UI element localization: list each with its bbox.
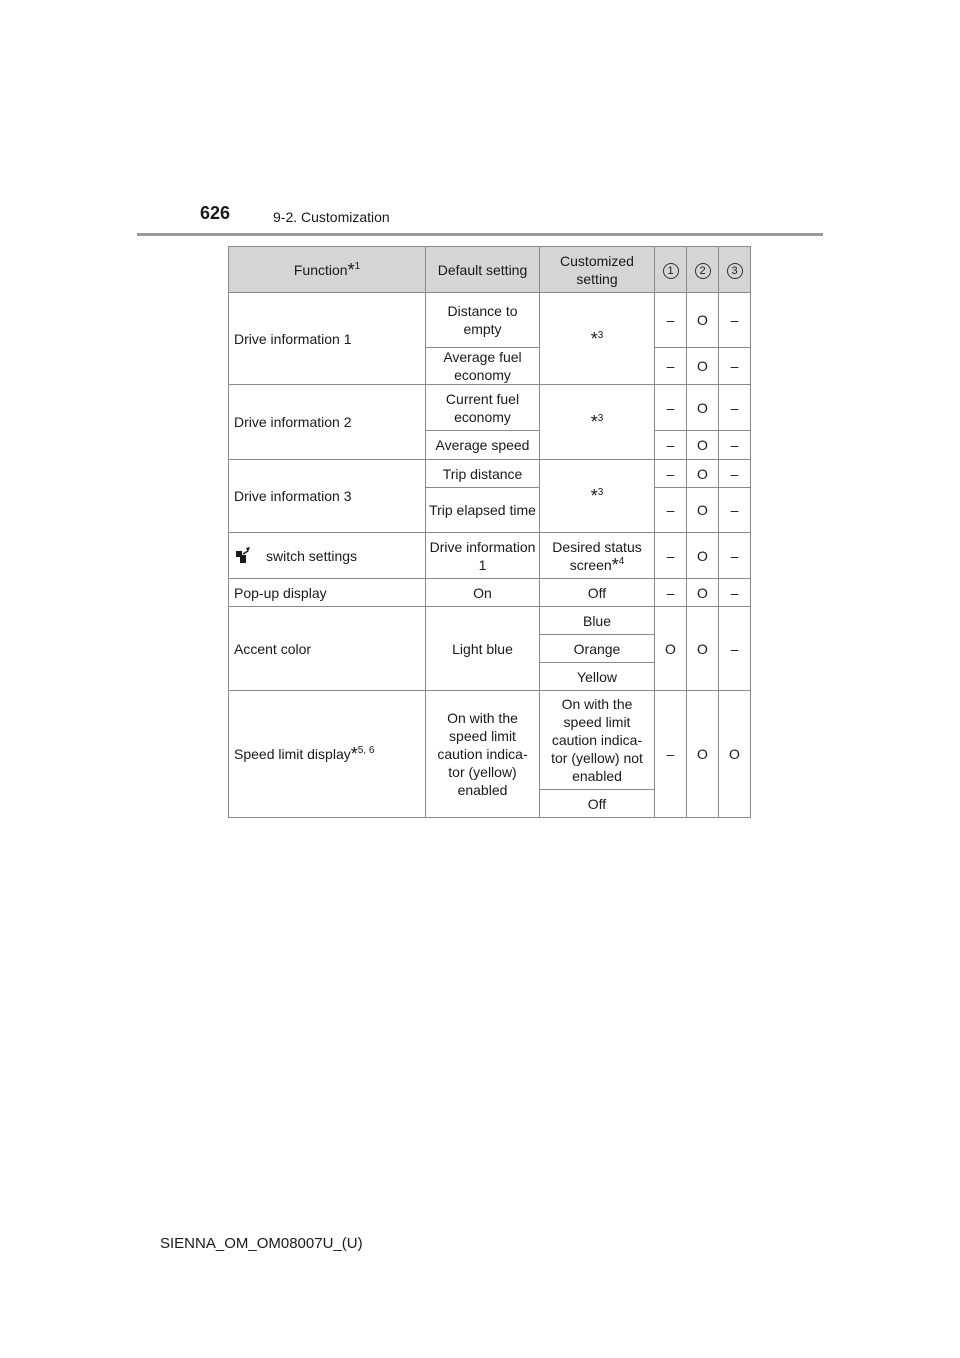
- customized-setting: Orange: [540, 635, 655, 663]
- default-setting: On with the speed limit caution indica- tor (yellow) enabled: [426, 691, 540, 818]
- customized-setting: Yellow: [540, 663, 655, 691]
- function-accent-color: Accent color: [229, 607, 426, 691]
- document-code: SIENNA_OM_OM08007U_(U): [160, 1235, 363, 1252]
- function-drive-info-3: Drive information 3: [229, 460, 426, 533]
- header-customized-setting: Customized setting: [540, 247, 655, 293]
- table-row: Drive information 2 Current fuel economy *$^3$ – O –: [229, 385, 751, 431]
- customized-setting: *$^3$: [540, 293, 655, 385]
- customized-setting: On with the speed limit caution indica- tor (yellow) not enabled: [540, 691, 655, 790]
- table-row: Drive information 3 Trip distance *$^3$ – O –: [229, 460, 751, 488]
- default-setting: Average speed: [426, 431, 540, 460]
- section-title: 9-2. Customization: [273, 209, 390, 225]
- function-switch-settings: switch settings: [229, 533, 426, 579]
- customized-setting: Desired status screen*$^4$: [540, 533, 655, 579]
- customized-setting: *$^3$: [540, 460, 655, 533]
- table-row: switch settings Drive information 1 Desired status screen*$^4$ – O –: [229, 533, 751, 579]
- header-col-3: [719, 247, 751, 293]
- table-header-row: [229, 247, 751, 293]
- header-function: Function*$^1$: [229, 247, 426, 293]
- default-setting: Drive information 1: [426, 533, 540, 579]
- table-row: Drive information 1 Distance to empty *$^3$ – O –: [229, 293, 751, 348]
- function-speed-limit-display: Speed limit display*$^{5, 6}$: [229, 691, 426, 818]
- circled-1-icon: 1: [663, 263, 679, 279]
- seat-switch-icon: [234, 546, 252, 564]
- customized-setting: Off: [540, 790, 655, 818]
- function-drive-info-2: Drive information 2: [229, 385, 426, 460]
- circled-2-icon: 2: [695, 263, 711, 279]
- table-row: Accent color Light blue Blue O O –: [229, 607, 751, 635]
- page-number: 626: [200, 203, 231, 223]
- header-default-setting: Default setting: [426, 247, 540, 293]
- default-setting: Trip distance: [426, 460, 540, 488]
- default-setting: Current fuel economy: [426, 385, 540, 431]
- header-col-1: [655, 247, 687, 293]
- customized-setting: Off: [540, 579, 655, 607]
- default-setting: Average fuel economy: [426, 348, 540, 385]
- default-setting: On: [426, 579, 540, 607]
- circled-3-icon: 3: [727, 263, 743, 279]
- function-popup-display: Pop-up display: [229, 579, 426, 607]
- table-row: Pop-up display On Off – O –: [229, 579, 751, 607]
- table-row: Average fuel economy – O –: [229, 348, 751, 385]
- header-rule: [137, 233, 823, 236]
- customization-table: [228, 246, 751, 818]
- default-setting: Trip elapsed time: [426, 488, 540, 533]
- table-row: Average speed – O –: [229, 431, 751, 460]
- function-drive-info-1: Drive information 1: [229, 293, 426, 385]
- default-setting: Distance to empty: [426, 293, 540, 348]
- customized-setting: *$^3$: [540, 385, 655, 460]
- table-row: Trip elapsed time – O –: [229, 488, 751, 533]
- default-setting: Light blue: [426, 607, 540, 691]
- table-row: Speed limit display*$^{5, 6}$ On with the speed limit caution indica- tor (yellow) enabled On with the speed limit caution indica- tor (yellow) not enabled – O O: [229, 691, 751, 790]
- customized-setting: Blue: [540, 607, 655, 635]
- header-col-2: [687, 247, 719, 293]
